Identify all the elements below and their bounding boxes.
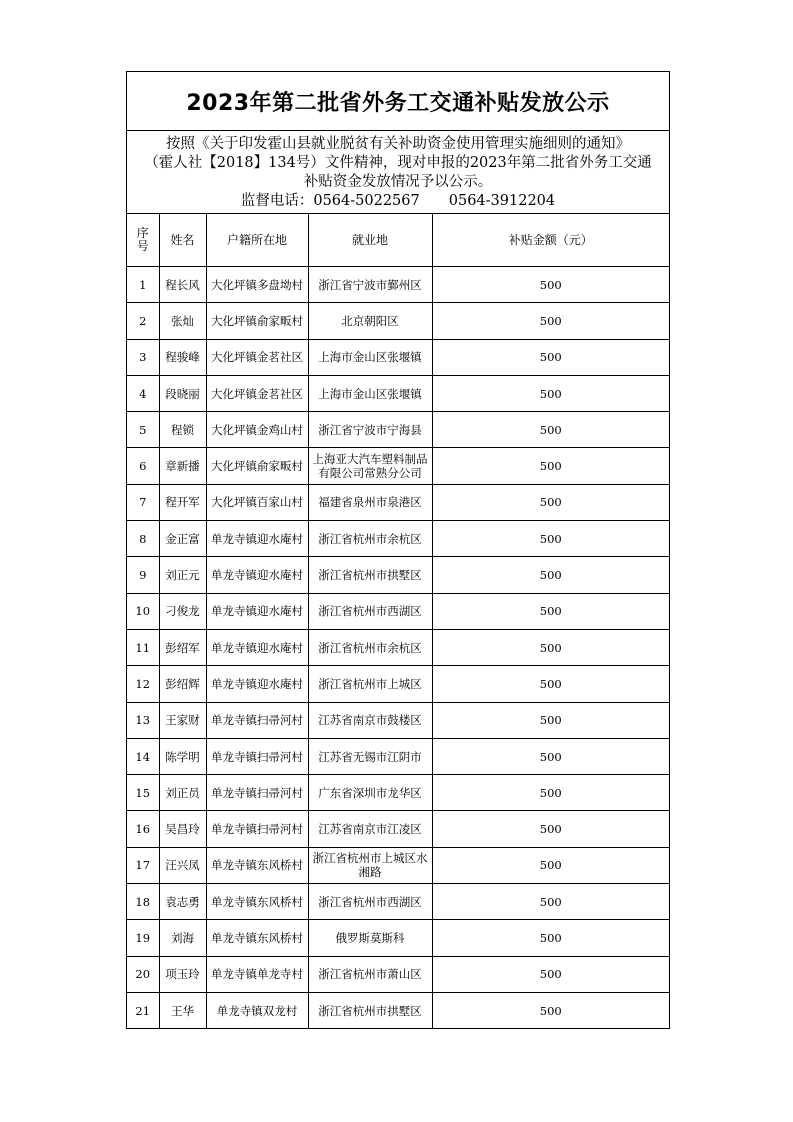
cell-name: 刘正元 (159, 557, 206, 593)
cell-workplace: 浙江省宁波市宁海县 (308, 412, 432, 448)
cell-workplace: 浙江省杭州市余杭区 (308, 521, 432, 557)
table-row (127, 521, 669, 557)
cell-workplace: 浙江省杭州市西湖区 (308, 593, 432, 629)
cell-amount: 500 (432, 521, 669, 557)
cell-amount: 500 (432, 412, 669, 448)
cell-workplace: 浙江省杭州市上城区 (308, 666, 432, 702)
cell-hukou: 单龙寺镇迎水庵村 (206, 629, 308, 665)
cell-amount: 500 (432, 448, 669, 484)
cell-workplace: 浙江省杭州市余杭区 (308, 629, 432, 665)
cell-no: 20 (127, 956, 159, 992)
cell-hukou: 单龙寺镇迎水庵村 (206, 557, 308, 593)
table-row (127, 448, 669, 484)
cell-no: 21 (127, 992, 159, 1028)
header-hukou: 户籍所在地 (206, 214, 308, 267)
cell-hukou: 单龙寺镇东风桥村 (206, 884, 308, 920)
cell-amount: 500 (432, 775, 669, 811)
cell-hukou: 大化坪镇俞家畈村 (206, 448, 308, 484)
notice-sheet (126, 71, 670, 1029)
cell-no: 10 (127, 593, 159, 629)
table-row (127, 956, 669, 992)
table-row (127, 412, 669, 448)
intro-line-1: 按照《关于印发霍山县就业脱贫有关补助资金使用管理实施细则的通知》 (166, 136, 630, 152)
cell-hukou: 单龙寺镇扫帚河村 (206, 738, 308, 774)
cell-workplace: 上海市金山区张堰镇 (308, 375, 432, 411)
cell-workplace: 上海市金山区张堰镇 (308, 339, 432, 375)
cell-hukou: 大化坪镇多盘坳村 (206, 267, 308, 303)
table-body (127, 267, 669, 1029)
cell-no: 17 (127, 847, 159, 883)
cell-no: 13 (127, 702, 159, 738)
cell-amount: 500 (432, 629, 669, 665)
header-amount: 补贴金额（元） (432, 214, 669, 267)
cell-amount: 500 (432, 811, 669, 847)
cell-name: 金正富 (159, 521, 206, 557)
cell-name: 刘正员 (159, 775, 206, 811)
cell-name: 彭绍军 (159, 629, 206, 665)
cell-name: 程开军 (159, 484, 206, 520)
cell-no: 1 (127, 267, 159, 303)
cell-amount: 500 (432, 267, 669, 303)
cell-amount: 500 (432, 738, 669, 774)
table-row (127, 303, 669, 339)
cell-workplace: 俄罗斯莫斯科 (308, 920, 432, 956)
table-row (127, 811, 669, 847)
cell-no: 19 (127, 920, 159, 956)
cell-name: 汪兴凤 (159, 847, 206, 883)
cell-no: 15 (127, 775, 159, 811)
cell-hukou: 大化坪镇百家山村 (206, 484, 308, 520)
cell-workplace: 江苏省无锡市江阴市 (308, 738, 432, 774)
cell-name: 王家财 (159, 702, 206, 738)
cell-no: 2 (127, 303, 159, 339)
cell-amount: 500 (432, 847, 669, 883)
cell-no: 7 (127, 484, 159, 520)
header-seq-top: 序 (136, 226, 149, 240)
cell-name: 程骏峰 (159, 339, 206, 375)
cell-no: 8 (127, 521, 159, 557)
cell-workplace: 浙江省宁波市鄞州区 (308, 267, 432, 303)
cell-workplace: 江苏省南京市江凌区 (308, 811, 432, 847)
table-row (127, 267, 669, 303)
cell-name: 彭绍辉 (159, 666, 206, 702)
table-row (127, 339, 669, 375)
header-workplace: 就业地 (308, 214, 432, 267)
cell-amount: 500 (432, 666, 669, 702)
cell-no: 9 (127, 557, 159, 593)
subsidy-table (127, 214, 669, 1028)
notice-title: 2023年第二批省外务工交通补贴发放公示 (127, 72, 669, 131)
cell-workplace: 浙江省杭州市拱墅区 (308, 557, 432, 593)
table-row (127, 738, 669, 774)
cell-workplace: 北京朝阳区 (308, 303, 432, 339)
cell-amount: 500 (432, 956, 669, 992)
cell-amount: 500 (432, 375, 669, 411)
cell-name: 吴昌玲 (159, 811, 206, 847)
cell-hukou: 单龙寺镇扫帚河村 (206, 702, 308, 738)
cell-no: 4 (127, 375, 159, 411)
cell-no: 16 (127, 811, 159, 847)
notice-intro (127, 131, 669, 214)
cell-hukou: 单龙寺镇迎水庵村 (206, 666, 308, 702)
cell-hukou: 大化坪镇俞家畈村 (206, 303, 308, 339)
cell-name: 陈学明 (159, 738, 206, 774)
cell-hukou: 单龙寺镇扫帚河村 (206, 811, 308, 847)
cell-no: 5 (127, 412, 159, 448)
cell-hukou: 单龙寺镇双龙村 (206, 992, 308, 1028)
cell-hukou: 单龙寺镇迎水庵村 (206, 521, 308, 557)
cell-no: 14 (127, 738, 159, 774)
table-row (127, 920, 669, 956)
header-name: 姓名 (159, 214, 206, 267)
cell-amount: 500 (432, 303, 669, 339)
cell-no: 18 (127, 884, 159, 920)
table-row (127, 557, 669, 593)
cell-no: 12 (127, 666, 159, 702)
cell-hukou: 单龙寺镇东风桥村 (206, 920, 308, 956)
cell-workplace: 广东省深圳市龙华区 (308, 775, 432, 811)
cell-no: 3 (127, 339, 159, 375)
cell-workplace: 浙江省杭州市拱墅区 (308, 992, 432, 1028)
cell-amount: 500 (432, 920, 669, 956)
cell-hukou: 单龙寺镇迎水庵村 (206, 593, 308, 629)
cell-amount: 500 (432, 339, 669, 375)
table-row (127, 847, 669, 883)
cell-no: 6 (127, 448, 159, 484)
cell-amount: 500 (432, 992, 669, 1028)
table-row (127, 629, 669, 665)
table-row (127, 775, 669, 811)
table-row (127, 593, 669, 629)
table-row (127, 484, 669, 520)
cell-workplace: 浙江省杭州市上城区水湘路 (308, 847, 432, 883)
cell-name: 项玉玲 (159, 956, 206, 992)
cell-amount: 500 (432, 557, 669, 593)
header-seq (127, 214, 159, 267)
cell-workplace: 江苏省南京市鼓楼区 (308, 702, 432, 738)
cell-name: 王华 (159, 992, 206, 1028)
cell-hukou: 单龙寺镇单龙寺村 (206, 956, 308, 992)
cell-hukou: 单龙寺镇东风桥村 (206, 847, 308, 883)
table-header-row (127, 214, 669, 267)
cell-name: 张灿 (159, 303, 206, 339)
intro-line-3: 补贴资金发放情况予以公示。 (303, 174, 493, 190)
cell-amount: 500 (432, 593, 669, 629)
table-row (127, 992, 669, 1028)
cell-hukou: 大化坪镇金茗社区 (206, 375, 308, 411)
cell-name: 刘海 (159, 920, 206, 956)
table-row (127, 375, 669, 411)
table-row (127, 702, 669, 738)
cell-hukou: 大化坪镇金茗社区 (206, 339, 308, 375)
supervision-phone: 监督电话：0564-5022567 0564-3912204 (240, 193, 556, 209)
cell-hukou: 单龙寺镇扫帚河村 (206, 775, 308, 811)
table-row (127, 666, 669, 702)
cell-hukou: 大化坪镇金鸡山村 (206, 412, 308, 448)
cell-name: 章新播 (159, 448, 206, 484)
cell-no: 11 (127, 629, 159, 665)
cell-name: 程锁 (159, 412, 206, 448)
cell-amount: 500 (432, 702, 669, 738)
table-row (127, 884, 669, 920)
cell-name: 程长风 (159, 267, 206, 303)
intro-line-2: （霍人社【2018】134号）文件精神，现对申报的2023年第二批省外务工交通 (144, 155, 652, 171)
cell-amount: 500 (432, 884, 669, 920)
cell-workplace: 上海亚大汽车塑料制品有限公司常熟分公司 (308, 448, 432, 484)
cell-workplace: 浙江省杭州市萧山区 (308, 956, 432, 992)
cell-name: 袁志勇 (159, 884, 206, 920)
cell-name: 段晓丽 (159, 375, 206, 411)
cell-name: 刁俊龙 (159, 593, 206, 629)
cell-amount: 500 (432, 484, 669, 520)
cell-workplace: 福建省泉州市泉港区 (308, 484, 432, 520)
cell-workplace: 浙江省杭州市西湖区 (308, 884, 432, 920)
header-seq-bottom: 号 (136, 239, 149, 253)
